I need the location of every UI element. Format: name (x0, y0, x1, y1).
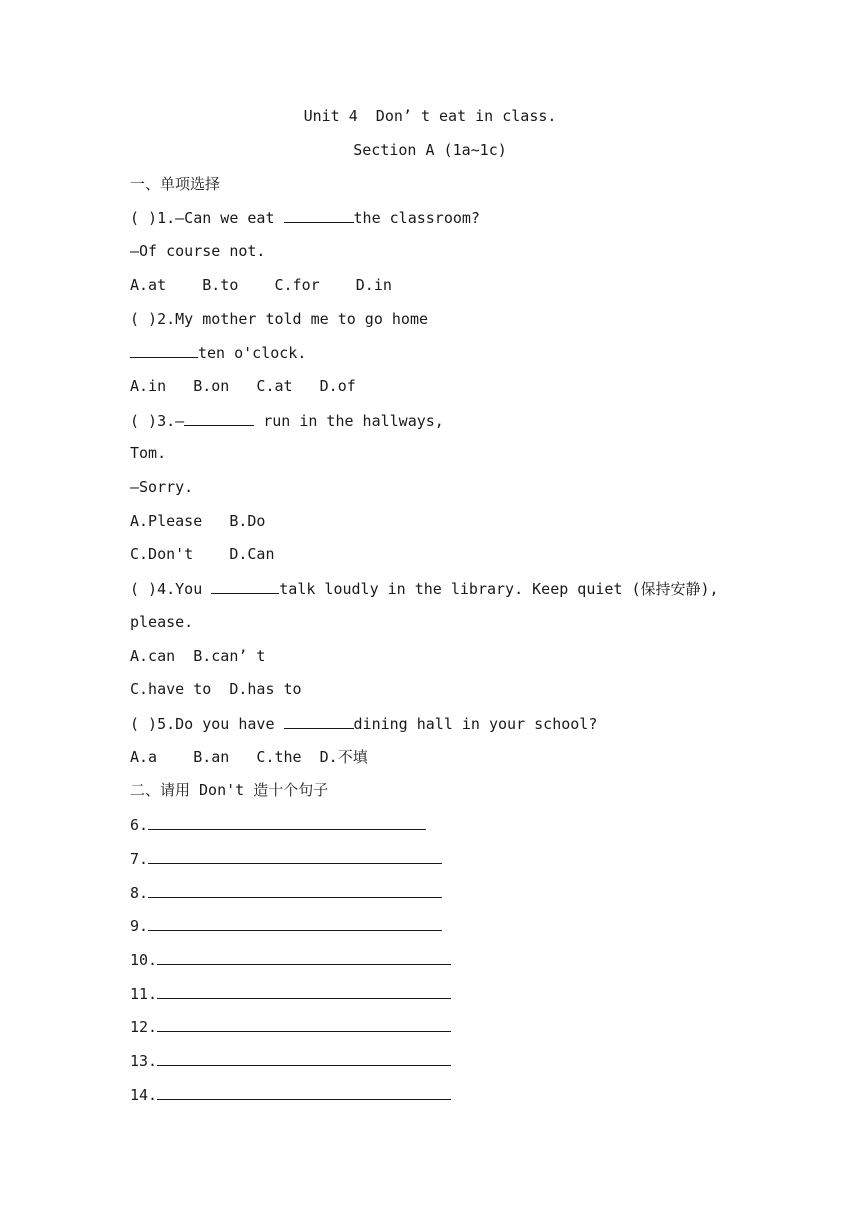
q1-stem: ( )1.—Can we eat (130, 209, 284, 227)
sentence-line-12 (130, 1016, 451, 1036)
item-number: 11. (130, 985, 158, 1003)
q1-reply: —Of course not. (130, 242, 266, 260)
answer-line[interactable] (157, 1016, 451, 1032)
q1-blank[interactable] (284, 207, 354, 223)
answer-line[interactable] (148, 814, 426, 830)
q4-blank[interactable] (211, 578, 279, 594)
q5-stem: ( )5.Do you have (130, 715, 284, 733)
q2-blank[interactable] (130, 342, 198, 358)
answer-line[interactable] (148, 882, 442, 898)
item-number: 12. (130, 1018, 158, 1036)
q3-reply: —Sorry. (130, 478, 194, 496)
sentence-line-7 (130, 848, 442, 868)
q4-options-1: A.can B.can’ t (130, 647, 266, 665)
q4-stem-end: talk loudly in the library. Keep quiet (保持安静), (279, 580, 719, 598)
sentence-line-6 (130, 814, 426, 834)
sentence-line-14 (130, 1084, 451, 1104)
sentence-line-8 (130, 882, 442, 902)
question-1 (130, 207, 480, 227)
q3-cont: Tom. (130, 444, 167, 462)
item-number: 13. (130, 1052, 158, 1070)
q4-cont: please. (130, 613, 194, 631)
answer-line[interactable] (148, 915, 442, 931)
part2-heading: 二、请用 Don't 造十个句子 (130, 781, 329, 799)
question-4 (130, 578, 719, 598)
sentence-line-9 (130, 915, 442, 935)
page-title: Unit 4 Don’ t eat in class. (303, 107, 557, 125)
question-2: ( )2.My mother told me to go home (130, 310, 429, 328)
q3-blank[interactable] (184, 410, 254, 426)
answer-line[interactable] (148, 848, 442, 864)
q1-options: A.at B.to C.for D.in (130, 276, 392, 294)
q3-options-2: C.Don't D.Can (130, 545, 275, 563)
q3-stem: ( )3.— (130, 412, 185, 430)
q4-options-2: C.have to D.has to (130, 680, 302, 698)
answer-line[interactable] (157, 1084, 451, 1100)
item-number: 14. (130, 1086, 158, 1104)
item-number: 10. (130, 951, 158, 969)
item-number: 7. (130, 850, 149, 868)
q5-options: A.a B.an C.the D.不填 (130, 748, 368, 766)
q1-stem-end: the classroom? (353, 209, 480, 227)
q2-options: A.in B.on C.at D.of (130, 377, 356, 395)
q3-options-1: A.Please B.Do (130, 512, 266, 530)
item-number: 6. (130, 816, 149, 834)
answer-line[interactable] (157, 949, 451, 965)
item-number: 8. (130, 884, 149, 902)
q2-line2 (130, 342, 306, 362)
q4-stem: ( )4.You (130, 580, 212, 598)
answer-line[interactable] (157, 983, 451, 999)
question-3 (130, 410, 444, 430)
q5-stem-end: dining hall in your school? (353, 715, 598, 733)
sentence-line-13 (130, 1050, 451, 1070)
item-number: 9. (130, 917, 149, 935)
sentence-line-11 (130, 983, 451, 1003)
sentence-line-10 (130, 949, 451, 969)
q3-stem-end: run in the hallways, (254, 412, 444, 430)
part1-heading: 一、单项选择 (130, 175, 221, 193)
section-subtitle: Section A (1a~1c) (353, 141, 507, 159)
q5-blank[interactable] (284, 713, 354, 729)
question-5 (130, 713, 597, 733)
answer-line[interactable] (157, 1050, 451, 1066)
q2-stem-end: ten o'clock. (198, 344, 307, 362)
